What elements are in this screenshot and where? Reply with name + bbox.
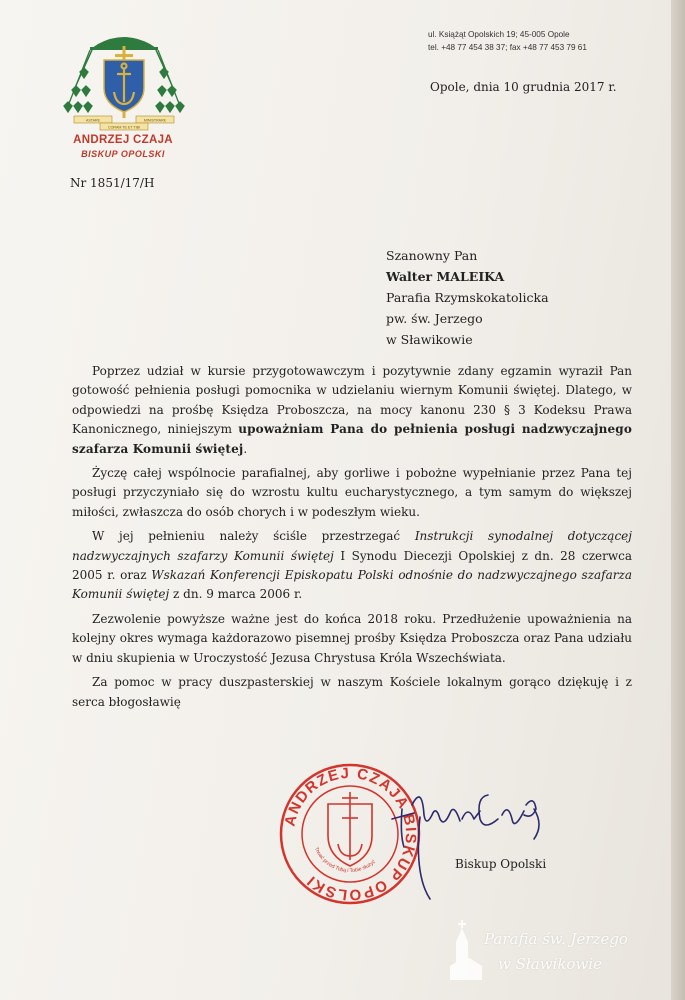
recipient-parish: Parafia Rzymskokatolicka [386, 290, 549, 305]
body-p3-b: I Synodu Diecezji Opolskiej z dn. 28 czerwca 2005 r. oraz [72, 548, 633, 583]
body-p1-end: . [243, 441, 248, 456]
church-watermark-icon [446, 916, 486, 982]
body-p1-authorization: upoważniam Pana do pełnienia posługi nadzwyczajnego szafarza Komunii świętej [72, 422, 632, 456]
date-line: Opole, dnia 10 grudnia 2017 r. [430, 80, 617, 94]
recipient-patron: pw. św. Jerzego [386, 311, 483, 326]
body-paragraph-2: Życzę całej wspólnocie parafialnej, aby gorliwe i pobożne wypełnianie przez Pana tej posługi przyczyniało się do wzrostu kultu eucharystycznego, a tym samym do większej miłości, zwłaszcza do osób chorych i w podeszłym wieku. [72, 466, 632, 519]
seal-inner-motto: Trwać przed Tobą i Tobie służyć [312, 846, 377, 875]
crest-scroll-left-text: ASTARE [85, 118, 101, 123]
paper-edge-shadow [671, 0, 685, 1000]
handwritten-signature [384, 775, 554, 905]
watermark-parish-place: w Sławikowie [498, 955, 602, 973]
body-p3-a: W jej pełnieniu należy ściśle przestrzegać [92, 529, 415, 544]
letterhead-bishop-title: BISKUP OPOLSKI [81, 149, 165, 159]
episcopal-coat-of-arms [60, 32, 188, 132]
body-paragraph-4: Zezwolenie powyższe ważne jest do końca 2018 roku. Przedłużenie upoważnienia na kolejny okres wymaga każdorazowo pisemnej prośby Księdza Proboszcza oraz Pana udziału w dniu skupienia w Uroczystość Jezusa Chrystusa Króla Wszechświata. [72, 611, 632, 665]
body-paragraph-5: Za pomoc w pracy duszpasterskiej w naszym Kościele lokalnym gorąco dziękuję i z serca błogosławię [72, 675, 632, 709]
recipient-salutation: Szanowny Pan [386, 248, 478, 263]
body-p1-text: Poprzez udział w kursie przygotowawczym i pozytywnie zdany egzamin wyraził Pan gotowość pełnienia posługi pomocnika w udzielaniu wiernym Komunii świętej. Dlatego, w odpowiedzi na prośbę Księdza Proboszcza, na mocy kanonu 230 § 3 Kodeksu Prawa Kanonicznego, niniejszym [72, 364, 632, 437]
signature-title: Biskup Opolski [455, 857, 547, 871]
letterhead-phone-fax: tel. +48 77 454 38 37; fax +48 77 453 79 61 [428, 43, 587, 52]
reference-number: Nr 1851/17/H [70, 176, 155, 190]
body-p3-instruction-title: Instrukcji synodalnej dotyczącej nadzwyczajnych szafarzy Komunii świętej [72, 529, 632, 563]
recipient-place: w Sławikowie [386, 332, 473, 347]
seal-ring-text: ANDRZEJ CZAJA BISKUP OPOLSKI [281, 764, 420, 904]
watermark-parish-name: Parafia św. Jerzego [484, 930, 628, 948]
recipient-name: Walter MALEIKA [386, 269, 505, 284]
body-p3-guidelines-title: Wskazań Konferencji Episkopatu Polski odnośnie do nadzwyczajnego szafarza Komunii świętej [72, 568, 632, 602]
crest-motto-text: CORAM TE ET TIBI [108, 125, 140, 130]
letter-body [72, 362, 632, 717]
crest-scroll-right-text: MINISTRARE [143, 118, 167, 123]
body-p3-c: z dn. 9 marca 2006 r. [169, 587, 303, 602]
letterhead-bishop-name: ANDRZEJ CZAJA [73, 134, 173, 146]
body-paragraph-3 [72, 527, 632, 605]
letterhead-address: ul. Książąt Opolskich 19; 45-005 Opole [428, 30, 570, 39]
body-paragraph-1 [72, 362, 632, 459]
